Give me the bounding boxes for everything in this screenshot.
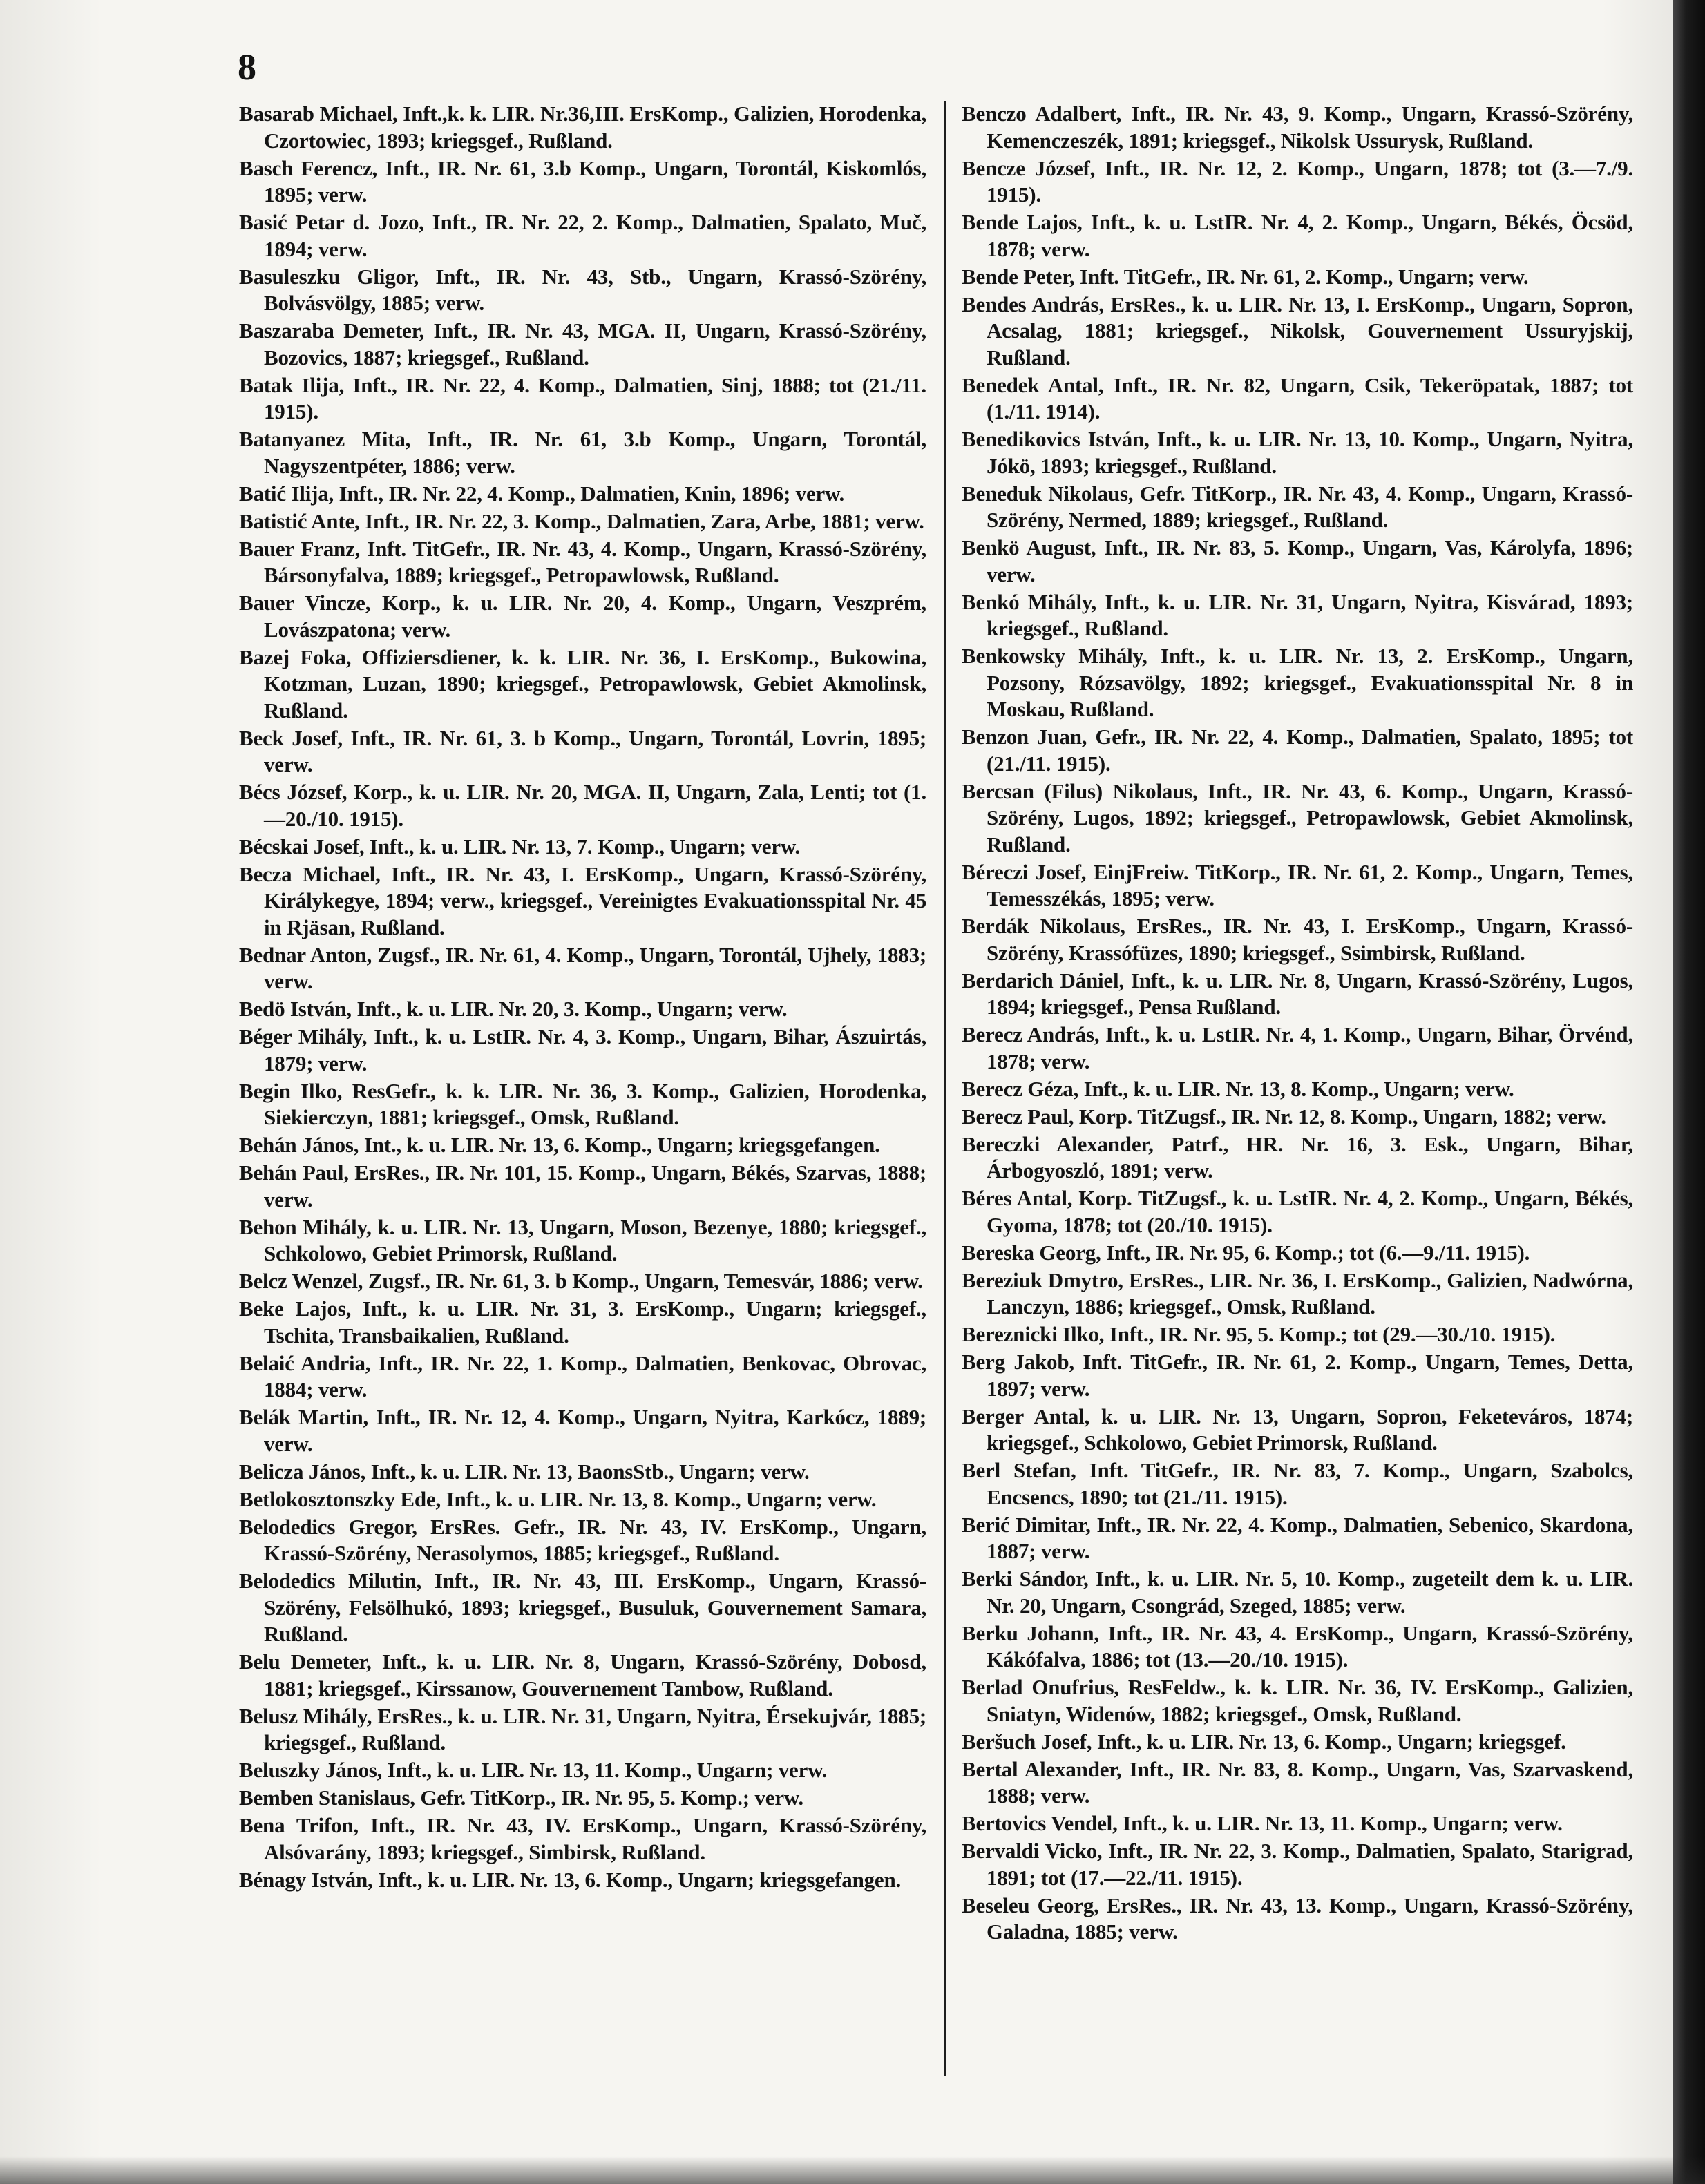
entry-name: Bauer Franz, — [239, 536, 361, 561]
list-entry — [239, 536, 926, 589]
entry-name: Bertal Alexander, — [962, 1756, 1122, 1781]
entry-name: Bende Lajos, — [962, 210, 1083, 234]
entry-name: Béres Antal, — [962, 1186, 1073, 1210]
entry-name: Bervaldi Vicko, — [962, 1839, 1103, 1863]
entry-name: Belaić Andria, — [239, 1350, 371, 1375]
list-entry — [239, 1785, 926, 1812]
list-entry — [962, 1566, 1633, 1619]
list-entry — [239, 1812, 926, 1866]
entry-details: Inft. TitGefr., IR. Nr. 61, 2. Komp., Ungarn; verw. — [1074, 264, 1529, 289]
list-entry — [962, 1893, 1633, 1946]
entry-details: Gefr. TitKorp., IR. Nr. 95, 5. Komp.; verw. — [415, 1785, 803, 1810]
entry-name: Bedö István, — [239, 997, 352, 1021]
entry-name: Berecz Paul, — [962, 1104, 1074, 1129]
list-entry — [962, 1240, 1633, 1267]
list-entry — [239, 372, 926, 425]
list-entry — [962, 1404, 1633, 1457]
entry-name: Belák Martin, — [239, 1405, 369, 1429]
entry-details: Inft., IR. Nr. 61, 3.b Komp., Ungarn, Torontál, Kiskomlós, 1895; verw. — [264, 155, 926, 207]
entry-details: d. Jozo, Inft., IR. Nr. 22, 2. Komp., Dalmatien, Spalato, Muč, 1894; verw. — [264, 210, 926, 261]
entry-details: Patrf., HR. Nr. 16, 3. Esk., Ungarn, Bihar, Árbogyoszló, 1891; verw. — [987, 1131, 1633, 1182]
list-entry — [239, 1078, 926, 1131]
list-entry — [239, 1514, 926, 1567]
entry-details: Korp. TitZugsf., IR. Nr. 12, 8. Komp., Ungarn, 1882; verw. — [1074, 1104, 1606, 1129]
entry-name: Baszaraba Demeter, — [239, 318, 425, 343]
entry-name: Begin Ilko, — [239, 1078, 343, 1103]
entry-name: Behán Paul, — [239, 1160, 349, 1185]
entry-details: Inft., IR. Nr. 95, 5. Komp.; tot (29.—30./10. 1915). — [1104, 1322, 1556, 1346]
entry-name: Belicza János, — [239, 1459, 366, 1484]
book-edge-shadow — [1673, 0, 1705, 2184]
entry-details: Inft., IR. Nr. 22, 4. Komp., Dalmatien, Sinj, 1888; tot (21./11. 1915). — [264, 372, 926, 423]
entry-name: Bendes András, — [962, 291, 1104, 316]
entry-details: Inft., IR. Nr. 43, 9. Komp., Ungarn, Krassó-Szörény, Kemenczeszék, 1891; kriegsgef., Nikolsk Ussurysk, Rußland. — [987, 102, 1634, 153]
entry-name: Beluszky János, — [239, 1758, 383, 1782]
entry-details: Inft., IR. Nr. 22, 1. Komp., Dalmatien, Benkovac, Obrovac, 1884; verw. — [264, 1350, 927, 1401]
entry-name: Basch Ferencz, — [239, 155, 378, 180]
entry-details: Korp., k. u. LIR. Nr. 20, MGA. II, Ungarn, Zala, Lenti; tot (1.—20./10. 1915). — [264, 780, 927, 831]
list-entry — [239, 481, 926, 508]
entry-name: Berki Sándor, — [962, 1567, 1089, 1591]
entry-details: Zugsf., IR. Nr. 61, 3. b Komp., Ungarn, Temesvár, 1886; verw. — [363, 1269, 923, 1293]
list-entry — [239, 1160, 926, 1213]
list-entry — [239, 264, 926, 317]
entry-name: Bazej Foka, — [239, 644, 352, 669]
entry-name: Beršuch Josef, — [962, 1729, 1092, 1754]
entry-details: Inft., k. u. LIR. Nr. 20, 3. Komp., Ungarn; verw. — [351, 997, 788, 1021]
entry-name: Bécskai Josef, — [239, 834, 365, 859]
list-entry — [239, 725, 926, 778]
entry-details: ErsRes., k. u. LIR. Nr. 13, I. ErsKomp., Ungarn, Sopron, Acsalag, 1881; kriegsgef., Nikolsk, Gouvernement Ussuryjskij, Rußland. — [987, 291, 1633, 370]
page-number: 8 — [238, 46, 256, 88]
entry-details: Inft., IR. Nr. 43, Stb., Ungarn, Krassó-Szörény, Bolvásvölgy, 1885; verw. — [264, 264, 926, 315]
entry-details: Inft., IR. Nr. 61, 3. b Komp., Ungarn, Torontál, Lovrin, 1895; verw. — [264, 725, 926, 776]
column-divider — [944, 101, 946, 2076]
list-entry — [962, 291, 1633, 372]
entry-details: Inft., k. u. LIR. Nr. 13, BaonsStb., Ungarn; verw. — [365, 1459, 810, 1484]
entry-details: Inft., IR. Nr. 22, 4. Komp., Dalmatien, Sebenico, Skardona, 1887; verw. — [987, 1512, 1633, 1563]
entry-details: Inft., IR. Nr. 22, 3. Komp., Dalmatien, Zara, Arbe, 1881; verw. — [359, 508, 924, 533]
entry-details: Zugsf., IR. Nr. 61, 4. Komp., Ungarn, Torontál, Ujhely, 1883; verw. — [264, 942, 926, 993]
list-entry — [962, 1349, 1633, 1402]
list-entry — [239, 101, 926, 154]
list-entry — [239, 209, 926, 262]
list-entry — [239, 861, 926, 941]
entry-name: Basarab Michael, — [239, 102, 398, 126]
list-entry — [239, 1757, 926, 1784]
entry-name: Benczo Adalbert, — [962, 102, 1122, 126]
entry-name: Bednar Anton, — [239, 942, 372, 967]
entry-name: Berl Stefan, — [962, 1458, 1076, 1482]
entry-name: Benedikovics István, — [962, 427, 1150, 451]
entry-name: Beseleu Georg, — [962, 1893, 1099, 1917]
entry-details: Inft., IR. Nr. 95, 6. Komp.; tot (6.—9./11. 1915). — [1101, 1240, 1530, 1265]
entry-details: Inft., IR. Nr. 22, 4. Komp., Dalmatien, Knin, 1896; verw. — [334, 481, 845, 506]
entry-details: Inft., k. u. LIR. Nr. 13, 8. Komp., Ungarn; verw. — [441, 1486, 877, 1511]
entry-name: Behon Mihály, — [239, 1214, 372, 1239]
entry-details: Inft., IR. Nr. 43, 4. ErsKomp., Ungarn, Krassó-Szörény, Kákófalva, 1886; tot (13.—20./10. 1915). — [987, 1620, 1633, 1671]
list-entry — [962, 1131, 1633, 1185]
list-entry — [239, 1350, 926, 1404]
entry-name: Berdarich Dániel, — [962, 968, 1124, 993]
entry-name: Batak Ilija, — [239, 372, 345, 397]
list-entry — [962, 426, 1633, 479]
entry-details: Inft., k. u. LIR. Nr. 13, 11. Komp., Ungarn; verw. — [382, 1758, 828, 1782]
list-entry — [962, 1756, 1633, 1810]
list-entry — [239, 1703, 926, 1756]
entry-details: Inft., k. u. LIR. Nr. 13, 7. Komp., Ungarn; verw. — [364, 834, 800, 859]
entry-name: Berlad Onufrius, — [962, 1675, 1119, 1699]
entry-details: Inft., IR. Nr. 61, 3.b Komp., Ungarn, Torontál, Nagyszentpéter, 1886; verw. — [264, 427, 927, 478]
entry-details: k. u. LIR. Nr. 13, Ungarn, Moson, Bezenye, 1880; kriegsgef., Schkolowo, Gebiet Primorsk, Rußland. — [264, 1214, 926, 1265]
entry-name: Béreczi Josef, — [962, 859, 1087, 884]
entry-details: Inft.,k. k. LIR. Nr.36,III. ErsKomp., Galizien, Horodenka, Czortowiec, 1893; kriegsgef., Rußland. — [264, 102, 926, 153]
entry-details: Korp., k. u. LIR. Nr. 20, 4. Komp., Ungarn, Veszprém, Lovászpatona; verw. — [264, 591, 926, 642]
entry-details: Inft., IR. Nr. 12, 4. Komp., Ungarn, Nyitra, Karkócz, 1889; verw. — [264, 1405, 927, 1456]
list-entry — [239, 1132, 926, 1159]
entry-name: Belusz Mihály, — [239, 1703, 372, 1728]
entry-details: Offiziersdiener, k. k. LIR. Nr. 36, I. ErsKomp., Bukowina, Kotzman, Luzan, 1890; kriegsgef., Petropawlowsk, Gebiet Akmolinsk, Rußland. — [264, 644, 927, 722]
entry-details: ResGefr., k. k. LIR. Nr. 36, 3. Komp., Galizien, Horodenka, Siekierczyn, 1881; kriegsgef., Omsk, Rußland. — [264, 1078, 926, 1129]
entry-details: Inft., k. u. LIR. Nr. 8, Ungarn, Krassó-Szörény, Lugos, 1894; kriegsgef., Pensa Rußland. — [987, 968, 1633, 1019]
list-entry — [239, 318, 926, 371]
entry-name: Batić Ilija, — [239, 481, 334, 506]
list-entry — [962, 1022, 1633, 1075]
list-entry — [962, 1838, 1633, 1891]
entry-details: Inft., k. u. LIR. Nr. 31, Ungarn, Nyitra, Kisvárad, 1893; kriegsgef., Rußland. — [987, 589, 1633, 640]
list-entry — [962, 1810, 1633, 1837]
entry-name: Berdák Nikolaus, — [962, 914, 1125, 938]
list-entry — [962, 859, 1633, 912]
entry-name: Belu Demeter, — [239, 1649, 372, 1674]
entry-details: ErsRes., IR. Nr. 43, I. ErsKomp., Ungarn, Krassó-Szörény, Krassófüzes, 1890; kriegsgef., Ssimbirsk, Rußland. — [987, 914, 1633, 965]
entry-name: Benedek Antal, — [962, 372, 1104, 397]
entry-details: Inft., IR. Nr. 22, 3. Komp., Dalmatien, Spalato, Starigrad, 1891; tot (17.—22./11. 1915). — [987, 1839, 1634, 1890]
list-entry — [239, 1867, 926, 1894]
entry-name: Benzon Juan, — [962, 725, 1087, 749]
list-entry — [239, 996, 926, 1023]
entry-details: Inft., IR. Nr. 43, IV. ErsKomp., Ungarn, Krassó-Szörény, Alsóvarány, 1893; kriegsgef., Simbirsk, Rußland. — [264, 1813, 927, 1864]
list-entry — [962, 481, 1633, 534]
list-entry — [239, 1404, 926, 1457]
list-entry — [962, 1267, 1633, 1321]
entry-details: Inft., k. u. LIR. Nr. 13, 10. Komp., Ungarn, Nyitra, Jókö, 1893; kriegsgef., Rußland. — [987, 427, 1633, 478]
entry-details: Inft., k. u. LIR. Nr. 13, 2. ErsKomp., Ungarn, Pozsony, Rózsavölgy, 1892; kriegsgef., Evakuationsspital Nr. 8 in Moskau, Rußland. — [987, 644, 1633, 721]
list-entry — [962, 209, 1633, 262]
entry-details: Inft., k. u. LIR. Nr. 5, 10. Komp., zugeteilt dem k. u. LIR. Nr. 20, Ungarn, Csongrád, Szeged, 1885; verw. — [987, 1567, 1633, 1618]
list-entry — [239, 834, 926, 861]
entry-name: Béger Mihály, — [239, 1024, 368, 1048]
entry-name: Benkowsky Mihály, — [962, 644, 1147, 668]
list-entry — [239, 1486, 926, 1513]
entry-name: Bereczki Alexander, — [962, 1131, 1154, 1156]
left-column — [239, 101, 926, 1895]
entry-details: ErsRes., k. u. LIR. Nr. 31, Ungarn, Nyitra, Érsekujvár, 1885; kriegsgef., Rußland. — [264, 1703, 927, 1754]
entry-details: ErsRes. Gefr., IR. Nr. 43, IV. ErsKomp., Ungarn, Krassó-Szörény, Nerasolymos, 1885; kriegsgef., Rußland. — [264, 1514, 926, 1565]
entry-details: Inft., IR. Nr. 43, I. ErsKomp., Ungarn, Krassó-Szörény, Királykegye, 1894; verw., kriegsgef., Vereinigtes Evakuationsspital Nr. 45 in Rjäsan, Rußland. — [264, 861, 926, 939]
entry-name: Bécs József, — [239, 780, 347, 804]
right-column — [962, 101, 1633, 1946]
entry-details: Inft. TitGefr., IR. Nr. 61, 2. Komp., Ungarn, Temes, Detta, 1897; verw. — [987, 1350, 1633, 1401]
entry-name: Basuleszku Gligor, — [239, 264, 419, 289]
list-entry — [962, 589, 1633, 642]
entry-details: Inft., k. u. LIR. Nr. 13, 11. Komp., Ungarn; verw. — [1117, 1811, 1563, 1835]
list-entry — [962, 535, 1633, 588]
entry-name: Batanyanez Mita, — [239, 427, 411, 451]
entry-name: Bereznicki Ilko, — [962, 1322, 1105, 1346]
list-entry — [962, 1674, 1633, 1727]
entry-name: Berecz Géza, — [962, 1076, 1079, 1101]
entry-name: Belcz Wenzel, — [239, 1269, 363, 1293]
entry-details: Inft. TitGefr., IR. Nr. 43, 4. Komp., Ungarn, Krassó-Szörény, Bársonyfalva, 1889; kriegsgef., Petropawlowsk, Rußland. — [264, 536, 926, 587]
list-entry — [962, 778, 1633, 859]
list-entry — [962, 1512, 1633, 1565]
entry-name: Beneduk Nikolaus, — [962, 481, 1134, 506]
list-entry — [239, 1296, 926, 1349]
entry-name: Bereska Georg, — [962, 1240, 1101, 1265]
entry-name: Benkö August, — [962, 535, 1096, 559]
entry-name: Bencze József, — [962, 155, 1096, 180]
list-entry — [962, 1457, 1633, 1511]
list-entry — [962, 101, 1633, 154]
entry-details: k. u. LIR. Nr. 13, Ungarn, Sopron, Feketeváros, 1874; kriegsgef., Schkolowo, Gebiet Primorsk, Rußland. — [987, 1404, 1633, 1455]
entry-details: ErsRes., LIR. Nr. 36, I. ErsKomp., Galizien, Nadwórna, Lanczyn, 1886; kriegsgef., Omsk, Rußland. — [987, 1267, 1634, 1319]
list-entry — [239, 590, 926, 643]
list-entry — [962, 724, 1633, 777]
list-entry — [962, 968, 1633, 1021]
entry-name: Bertovics Vendel, — [962, 1811, 1118, 1835]
entry-name: Basić Petar — [239, 210, 345, 234]
list-entry — [962, 1321, 1633, 1348]
entry-details: Inft., IR. Nr. 43, III. ErsKomp., Ungarn, Krassó-Szörény, Felsölhukó, 1893; kriegsgef., Busuluk, Gouvernement Samara, Rußland. — [264, 1569, 926, 1646]
list-entry — [239, 155, 926, 209]
list-entry — [962, 1076, 1633, 1103]
entry-name: Betlokosztonszky Ede, — [239, 1486, 441, 1511]
list-entry — [239, 1568, 926, 1648]
list-entry — [239, 644, 926, 725]
list-entry — [239, 426, 926, 479]
entry-details: Gefr. TitKorp., IR. Nr. 43, 4. Komp., Ungarn, Krassó-Szörény, Nermed, 1889; kriegsgef., Rußland. — [987, 481, 1634, 532]
list-entry — [962, 1185, 1633, 1238]
entry-name: Bereziuk Dmytro, — [962, 1267, 1123, 1292]
entry-name: Beck Josef, — [239, 725, 343, 750]
entry-name: Berku Johann, — [962, 1620, 1099, 1645]
page-bottom-shadow — [0, 2156, 1705, 2184]
entry-details: Inft., k. u. LIR. Nr. 13, 8. Komp., Ungarn; verw. — [1078, 1076, 1514, 1101]
entry-details: Inft., IR. Nr. 83, 5. Komp., Ungarn, Vas, Károlyfa, 1896; verw. — [987, 535, 1633, 586]
entry-details: Gefr., IR. Nr. 22, 4. Komp., Dalmatien, Spalato, 1895; tot (21./11. 1915). — [987, 725, 1633, 776]
entry-name: Berecz András, — [962, 1022, 1100, 1046]
list-entry — [962, 913, 1633, 966]
entry-name: Bauer Vincze, — [239, 591, 371, 615]
list-entry — [962, 1729, 1633, 1756]
entry-details: Inft., k. u. LstIR. Nr. 4, 1. Komp., Ungarn, Bihar, Örvénd, 1878; verw. — [987, 1022, 1633, 1073]
entry-details: Inft., k. u. LIR. Nr. 8, Ungarn, Krassó-Szörény, Dobosd, 1881; kriegsgef., Kirssanow, Gouvernement Tambow, Rußland. — [264, 1649, 926, 1701]
entry-details: Inft., IR. Nr. 43, 6. Komp., Ungarn, Krassó-Szörény, Lugos, 1892; kriegsgef., Petropawlowsk, Gebiet Akmolinsk, Rußland. — [987, 778, 1633, 856]
entry-name: Becza Michael, — [239, 861, 381, 886]
entry-name: Bénagy István, — [239, 1867, 373, 1892]
entry-details: Inft., IR. Nr. 43, MGA. II, Ungarn, Krassó-Szörény, Bozovics, 1887; kriegsgef., Rußland. — [264, 318, 926, 370]
entry-details: EinjFreiw. TitKorp., IR. Nr. 61, 2. Komp., Ungarn, Temes, Temesszékás, 1895; verw. — [987, 859, 1634, 910]
list-entry — [962, 643, 1633, 723]
list-entry — [962, 1620, 1633, 1674]
entry-details: Inft., k. u. LstIR. Nr. 4, 2. Komp., Ungarn, Békés, Öcsöd, 1878; verw. — [987, 210, 1633, 261]
entry-details: Inft., IR. Nr. 82, Ungarn, Csik, Tekeröpatak, 1887; tot (1./11. 1914). — [987, 372, 1634, 423]
list-entry — [962, 155, 1633, 209]
entry-name: Batistić Ante, — [239, 508, 360, 533]
entry-details: Inft. TitGefr., IR. Nr. 83, 7. Komp., Ungarn, Szabolcs, Encsencs, 1890; tot (21./11. 1915). — [987, 1458, 1634, 1509]
list-entry — [239, 779, 926, 832]
entry-details: Int., k. u. LIR. Nr. 13, 6. Komp., Ungarn; kriegsgefangen. — [359, 1133, 880, 1157]
list-entry — [962, 1104, 1633, 1131]
list-entry — [239, 1214, 926, 1267]
entry-name: Berg Jakob, — [962, 1350, 1074, 1374]
list-entry — [239, 1024, 926, 1077]
list-entry — [962, 372, 1633, 425]
list-entry — [962, 264, 1633, 291]
entry-name: Bercsan (Filus) Nikolaus, — [962, 778, 1198, 803]
entry-details: Inft., IR. Nr. 12, 2. Komp., Ungarn, 1878; tot (3.—7./9. 1915). — [987, 155, 1634, 207]
entry-name: Bende Peter, — [962, 264, 1075, 289]
entry-name: Belodedics Gregor, — [239, 1514, 417, 1539]
entry-name: Behán János, — [239, 1133, 359, 1157]
entry-name: Beke Lajos, — [239, 1296, 352, 1321]
entry-details: Inft., k. u. LIR. Nr. 31, 3. ErsKomp., Ungarn; kriegsgef., Tschita, Transbaikalien, Rußland. — [264, 1296, 926, 1348]
entry-name: Berger Antal, — [962, 1404, 1090, 1428]
entry-details: Inft., IR. Nr. 83, 8. Komp., Ungarn, Vas, Szarvaskend, 1888; verw. — [987, 1756, 1634, 1808]
list-entry — [239, 1268, 926, 1295]
entry-name: Belodedics Milutin, — [239, 1569, 422, 1593]
list-entry — [239, 1649, 926, 1702]
entry-name: Berić Dimitar, — [962, 1512, 1091, 1537]
list-entry — [239, 1459, 926, 1486]
entry-details: Inft., k. u. LstIR. Nr. 4, 3. Komp., Ungarn, Bihar, Ászuirtás, 1879; verw. — [264, 1024, 927, 1075]
entry-details: ErsRes., IR. Nr. 43, 13. Komp., Ungarn, Krassó-Szörény, Galadna, 1885; verw. — [987, 1893, 1633, 1944]
entry-details: ResFeldw., k. k. LIR. Nr. 36, IV. ErsKomp., Galizien, Sniatyn, Widenów, 1882; kriegsgef., Omsk, Rußland. — [987, 1675, 1633, 1726]
entry-details: Korp. TitZugsf., k. u. LstIR. Nr. 4, 2. Komp., Ungarn, Békés, Gyoma, 1878; tot (20./10. 1915). — [987, 1186, 1633, 1237]
entry-details: ErsRes., IR. Nr. 101, 15. Komp., Ungarn, Békés, Szarvas, 1888; verw. — [264, 1160, 926, 1211]
list-entry — [239, 942, 926, 995]
entry-details: Inft., k. u. LIR. Nr. 13, 6. Komp., Ungarn; kriegsgef. — [1092, 1729, 1566, 1754]
entry-details: Inft., k. u. LIR. Nr. 13, 6. Komp., Ungarn; kriegsgefangen. — [372, 1867, 902, 1892]
list-entry — [239, 508, 926, 535]
entry-name: Benkó Mihály, — [962, 589, 1097, 614]
entry-name: Bena Trifon, — [239, 1813, 359, 1837]
entry-name: Bemben Stanislaus, — [239, 1785, 415, 1810]
